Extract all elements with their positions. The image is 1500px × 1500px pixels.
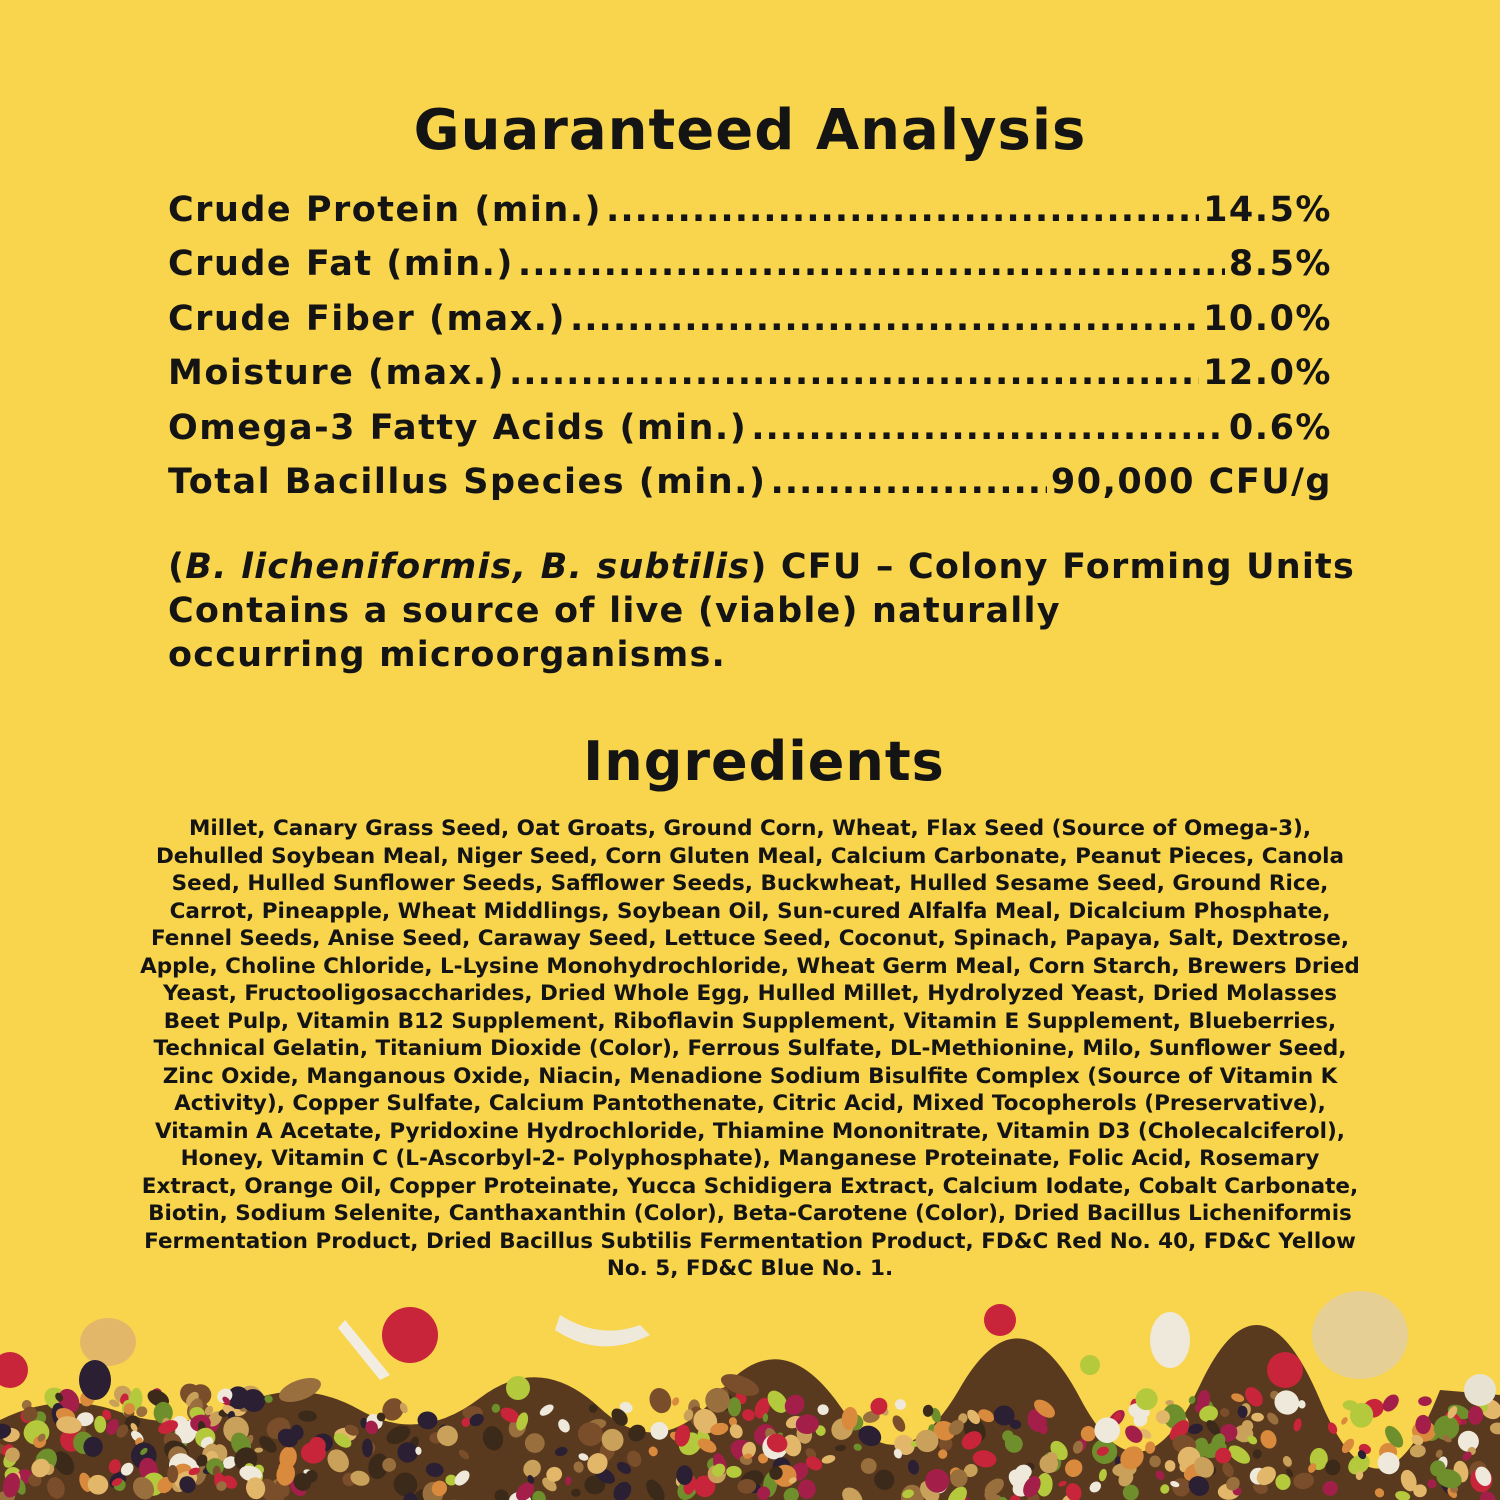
analysis-label: Omega-3 Fatty Acids (min.)	[168, 407, 748, 448]
bacillus-species: B. licheniformis, B. subtilis	[185, 547, 751, 587]
seed-piece	[167, 1465, 178, 1483]
analysis-row-crude-fiber	[168, 299, 1332, 353]
ingredients-list: Millet, Canary Grass Seed, Oat Groats, Ground Corn, Wheat, Flax Seed (Source of Omega-3), Dehulled Soybean Meal, Niger Seed, Corn Gluten Meal, Calcium Carbonate, Peanut Pieces, Canola Seed, Hulled Sunflower Seeds, Safflower Seeds, Buckwheat, Hulled Sesame Seed, Ground Rice, Carrot, Pineapple, Wheat Middlings, Soybean Oil, Sun-cured Alfalfa Meal, Dicalcium Phosphate, Fennel Seeds, Anise Seed, Caraway Seed, Lettuce Seed, Coconut, Spinach, Papaya, Salt, Dextrose, Apple, Choline Chloride, L-Lysine Monohydrochloride, Wheat Germ Meal, Corn Starch, Brewers Dried Yeast, Fructooligosaccharides, Dried Whole Egg, Hulled Millet, Hydrolyzed Yeast, Dried Molasses Beet Pulp, Vitamin B12 Supplement, Riboflavin Supplement, Vitamin E Supplement, Blueberries, Technical Gelatin, Titanium Dioxide (Color), Ferrous Sulfate, DL-Methionine, Milo, Sunflower Seed, Zinc Oxide, Manganous Oxide, Niacin, Menadione Sodium Bisulfite Complex (Source of Vitamin K Activity), Copper Sulfate, Calcium Pantothenate, Citric Acid, Mixed Tocopherols (Preservative), Vitamin A Acetate, Pyridoxine Hydrochloride, Thiamine Mononitrate, Vitamin D3 (Cholecalciferol), Honey, Vitamin C (L-Ascorbyl-2- Polyphosphate), Manganese Proteinate, Folic Acid, Rosemary Extract, Orange Oil, Copper Proteinate, Yucca Schidigera Extract, Calcium Iodate, Cobalt Carbonate, Biotin, Sodium Selenite, Canthaxanthin (Color), Beta-Carotene (Color), Dried Bacillus Licheniformis Fermentation Product, Dried Bacillus Subtilis Fermentation Product, FD&C Red No. 40, FD&C Yellow No. 5, FD&C Blue No. 1.	[140, 816, 1360, 1281]
analysis-row-bacillus	[168, 462, 1332, 516]
seed-piece	[571, 1489, 581, 1497]
seed-piece	[671, 1396, 681, 1407]
cfu-note	[168, 545, 1368, 677]
analysis-label: Total Bacillus Species (min.)	[168, 461, 767, 502]
dot-leader	[518, 244, 1225, 284]
analysis-row-crude-fat	[168, 244, 1332, 298]
analysis-value: 10.0%	[1203, 298, 1332, 339]
guaranteed-analysis-title: Guaranteed Analysis	[413, 98, 1087, 163]
guaranteed-analysis-table	[168, 190, 1332, 516]
analysis-row-moisture	[168, 353, 1332, 407]
analysis-value: 14.5%	[1203, 190, 1332, 230]
analysis-row-crude-protein	[168, 190, 1332, 244]
note-line-1	[168, 545, 1368, 589]
analysis-value: 0.6%	[1228, 407, 1332, 448]
cfu-definition: ) CFU – Colony Forming Units	[750, 547, 1355, 587]
ingredients-title: Ingredients	[583, 730, 945, 793]
seed-piece	[1418, 1396, 1432, 1406]
analysis-label: Crude Fat (min.)	[168, 244, 514, 285]
dot-leader	[509, 353, 1199, 393]
dot-leader	[606, 190, 1199, 230]
paren-open: (	[168, 547, 186, 587]
dot-leader	[751, 408, 1225, 448]
analysis-label: Moisture (max.)	[168, 353, 505, 394]
dot-leader	[570, 299, 1199, 339]
analysis-value: 90,000 CFU/g	[1050, 461, 1332, 502]
analysis-value: 12.0%	[1203, 353, 1332, 394]
seed-piece	[646, 1385, 675, 1416]
analysis-value: 8.5%	[1228, 244, 1332, 285]
seed-piece	[893, 1398, 907, 1412]
seed-piece	[676, 1465, 692, 1485]
note-line-2: Contains a source of live (viable) naturally	[168, 591, 1061, 631]
seed-piece	[1340, 1416, 1349, 1426]
dot-leader	[770, 462, 1046, 502]
note-line-3: occurring microorganisms.	[168, 635, 726, 675]
seed-piece	[890, 1413, 908, 1434]
analysis-label: Crude Protein (min.)	[168, 190, 603, 230]
analysis-row-omega-3	[168, 408, 1332, 462]
analysis-label: Crude Fiber (max.)	[168, 298, 566, 339]
seed-mix-image	[0, 1280, 1500, 1500]
